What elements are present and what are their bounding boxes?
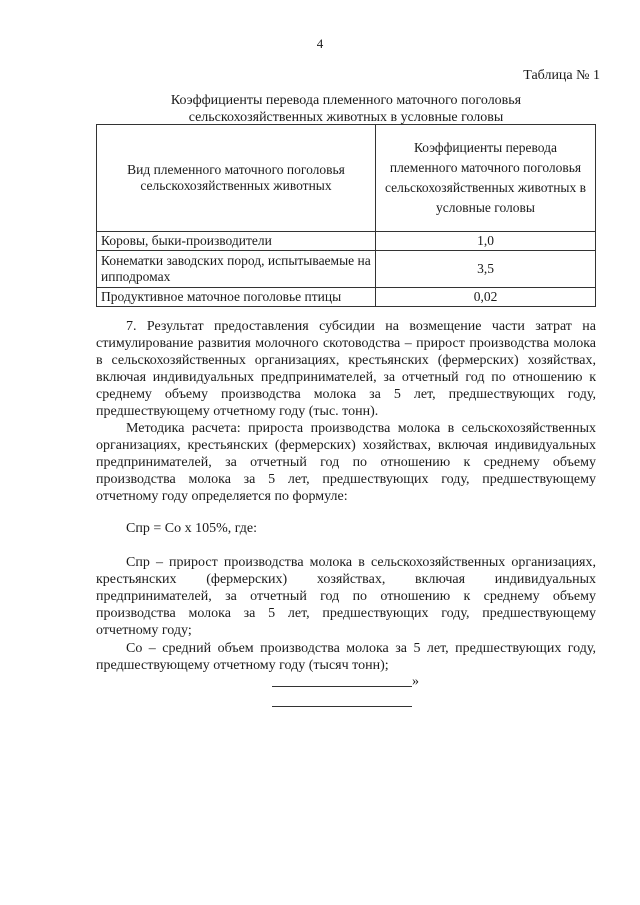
table-title-line1: Коэффициенты перевода племенного маточного поголовья (170, 93, 522, 108)
definition-spr: Спр – прирост производства молока в сельскохозяйственных организациях, крестьянских (фермерских) хозяйствах, включая индивидуальных предпринимателей, за отчетный год по отношению к среднему объему производства молока за 5 лет, предшествующих году, предшествующему отчетному году; (96, 555, 596, 638)
conversion-table (96, 124, 596, 307)
column-header-coefficient: Коэффициенты перевода племенного маточного поголовья сельскохозяйственных животных в условные головы (376, 125, 596, 232)
table-row (97, 232, 596, 251)
row-name: Продуктивное маточное поголовье птицы (97, 288, 376, 307)
table-header-row (97, 125, 596, 232)
formula: Спр = Со х 105%, где: (126, 521, 257, 536)
table-label: Таблица № 1 (523, 68, 600, 83)
closing-line (272, 686, 412, 687)
paragraph-methodology: Методика расчета: прироста производства молока в сельскохозяйственных организациях, крестьянских (фермерских) хозяйствах, включая индивидуальных предпринимателей, за отчетный год по отношению к среднему объему производства молока за 5 лет, предшествующих году, предшествующему отчетному году определяется по формуле: (96, 421, 596, 504)
row-value: 0,02 (376, 288, 596, 307)
table-row (97, 288, 596, 307)
column-header-animal-type: Вид племенного маточного поголовья сельскохозяйственных животных (97, 125, 376, 232)
closing-quote-mark: » (412, 674, 419, 689)
row-name: Конематки заводских пород, испытываемые на ипподромах (97, 251, 376, 288)
table-title-line2: сельскохозяйственных животных в условные головы (188, 110, 504, 125)
definition-so: Со – средний объем производства молока за 5 лет, предшествующих году, предшествующему отчетному году (тысяч тонн); (96, 641, 596, 673)
table-row (97, 251, 596, 288)
paragraph-7: 7. Результат предоставления субсидии на возмещение части затрат на стимулирование развития молочного скотоводства – прирост производства молока в сельскохозяйственных организациях, крестьянских (фермерских) хозяйствах, включая индивидуальных предпринимателей, за отчетный год по отношению к среднему объему производства молока за 5 лет, предшествующих году, предшествующему отчетному году (тыс. тонн). (96, 319, 596, 419)
row-value: 3,5 (376, 251, 596, 288)
row-value: 1,0 (376, 232, 596, 251)
page-number: 4 (316, 36, 324, 51)
row-name: Коровы, быки-производители (97, 232, 376, 251)
table-title (96, 92, 596, 126)
separator-line (272, 706, 412, 707)
